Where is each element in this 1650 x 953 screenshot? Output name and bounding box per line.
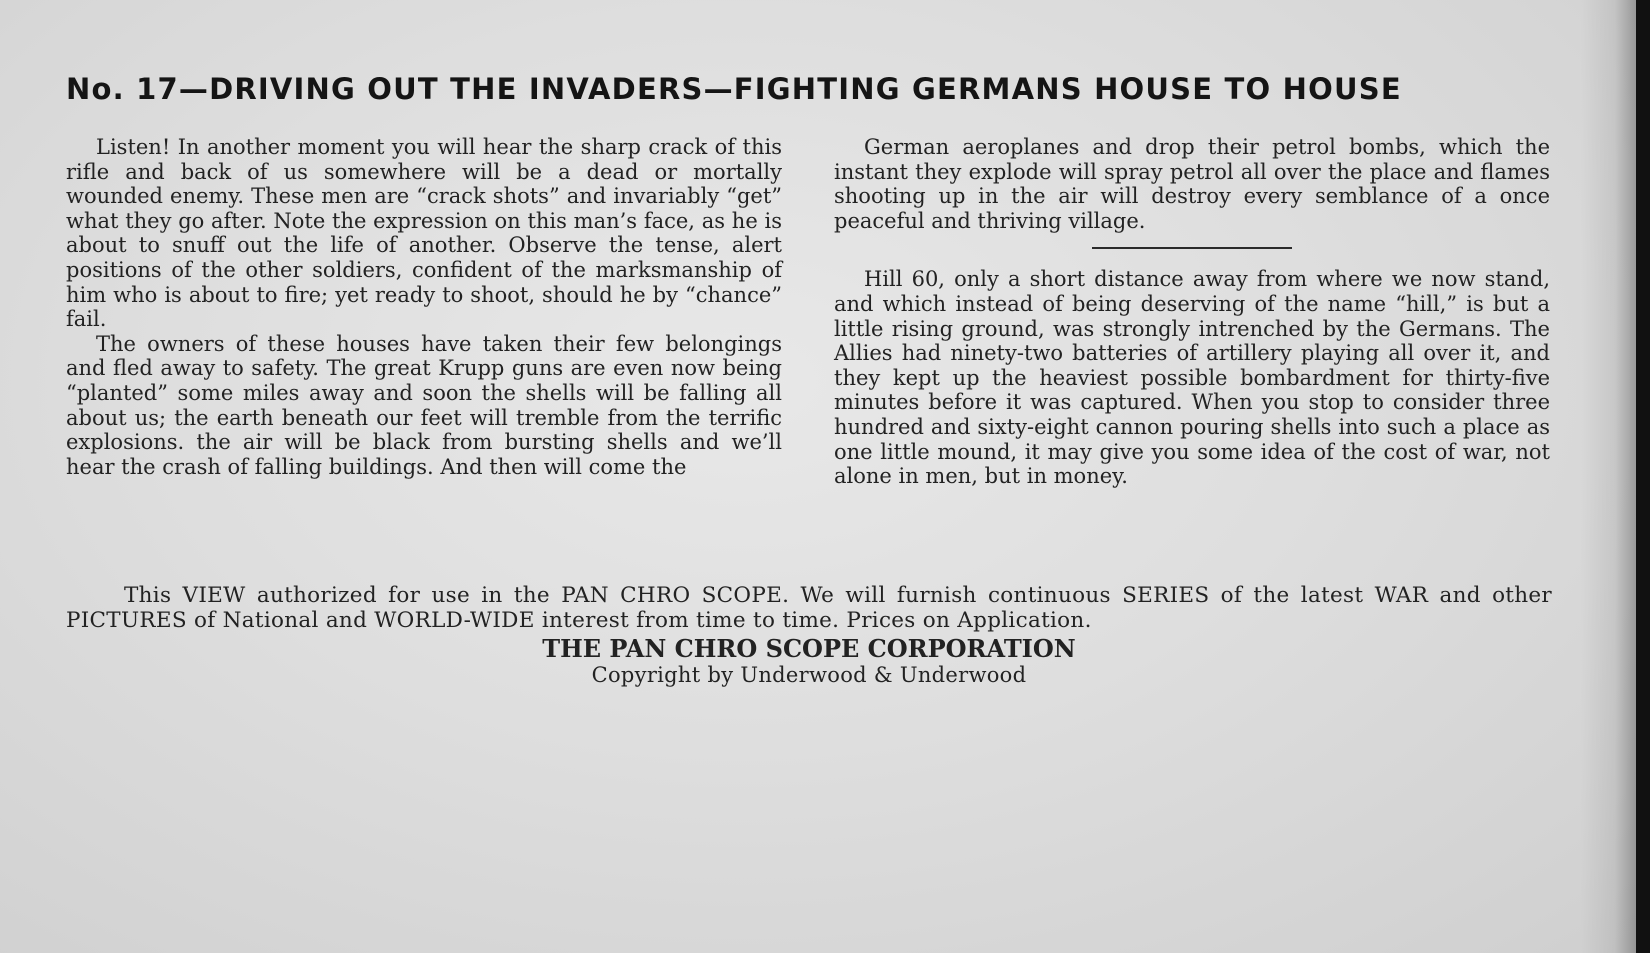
left-text-column	[66, 135, 782, 479]
right-paragraph-2: Hill 60, only a short distance away from where we now stand, and which instead of being deserving of the name “hill,” is but a little rising ground, was strongly intrenched by the Germans. The Allies had ninety-two batteries of artillery playing all over it, and they kept up the heaviest possible bombardment for thirty-five minutes before it was captured. When you stop to consider three hundred and sixty-eight cannon pouring shells into such a place as one little mound, it may give you some idea of the cost of war, not alone in men, but in money.	[834, 267, 1550, 489]
corporation-name: THE PAN CHRO SCOPE CORPORATION	[542, 634, 1076, 663]
card-heading: No. 17—DRIVING OUT THE INVADERS—FIGHTING GERMANS HOUSE TO HOUSE	[66, 72, 1402, 106]
copyright-line: Copyright by Underwood & Underwood	[591, 663, 1027, 687]
right-paragraph-1: German aeroplanes and drop their petrol bombs, which the instant they explode will spray petrol all over the place and flames shooting up in the air will destroy every semblance of a once peaceful and thriving village.	[834, 135, 1550, 233]
left-paragraph-1: Listen! In another moment you will hear the sharp crack of this rifle and back of us somewhere will be a dead or mortally wounded enemy. These men are “crack shots” and invariably “get” what they go after. Note the expression on this man’s face, as he is about to snuff out the life of another. Observe the tense, alert positions of the other soldiers, confident of the marksmanship of him who is about to fire; yet ready to shoot, should he by “chance” fail.	[66, 135, 782, 332]
card-edge	[1636, 0, 1650, 953]
publisher-footer	[66, 583, 1552, 688]
left-paragraph-2: The owners of these houses have taken their few belongings and fled away to safety. The great Krupp guns are even now being “planted” some miles away and soon the shells will be falling all about us; the earth beneath our feet will tremble from the terrific explosions. the air will be black from bursting shells and we’ll hear the crash of falling buildings. And then will come the	[66, 331, 782, 479]
section-divider	[1092, 247, 1292, 249]
right-text-column	[834, 135, 1550, 489]
authorization-notice: This VIEW authorized for use in the PAN CHRO SCOPE. We will furnish continuous SERIES of the latest WAR and other PICTURES of National and WORLD-WIDE interest from time to time. Prices on Application.	[66, 583, 1552, 633]
